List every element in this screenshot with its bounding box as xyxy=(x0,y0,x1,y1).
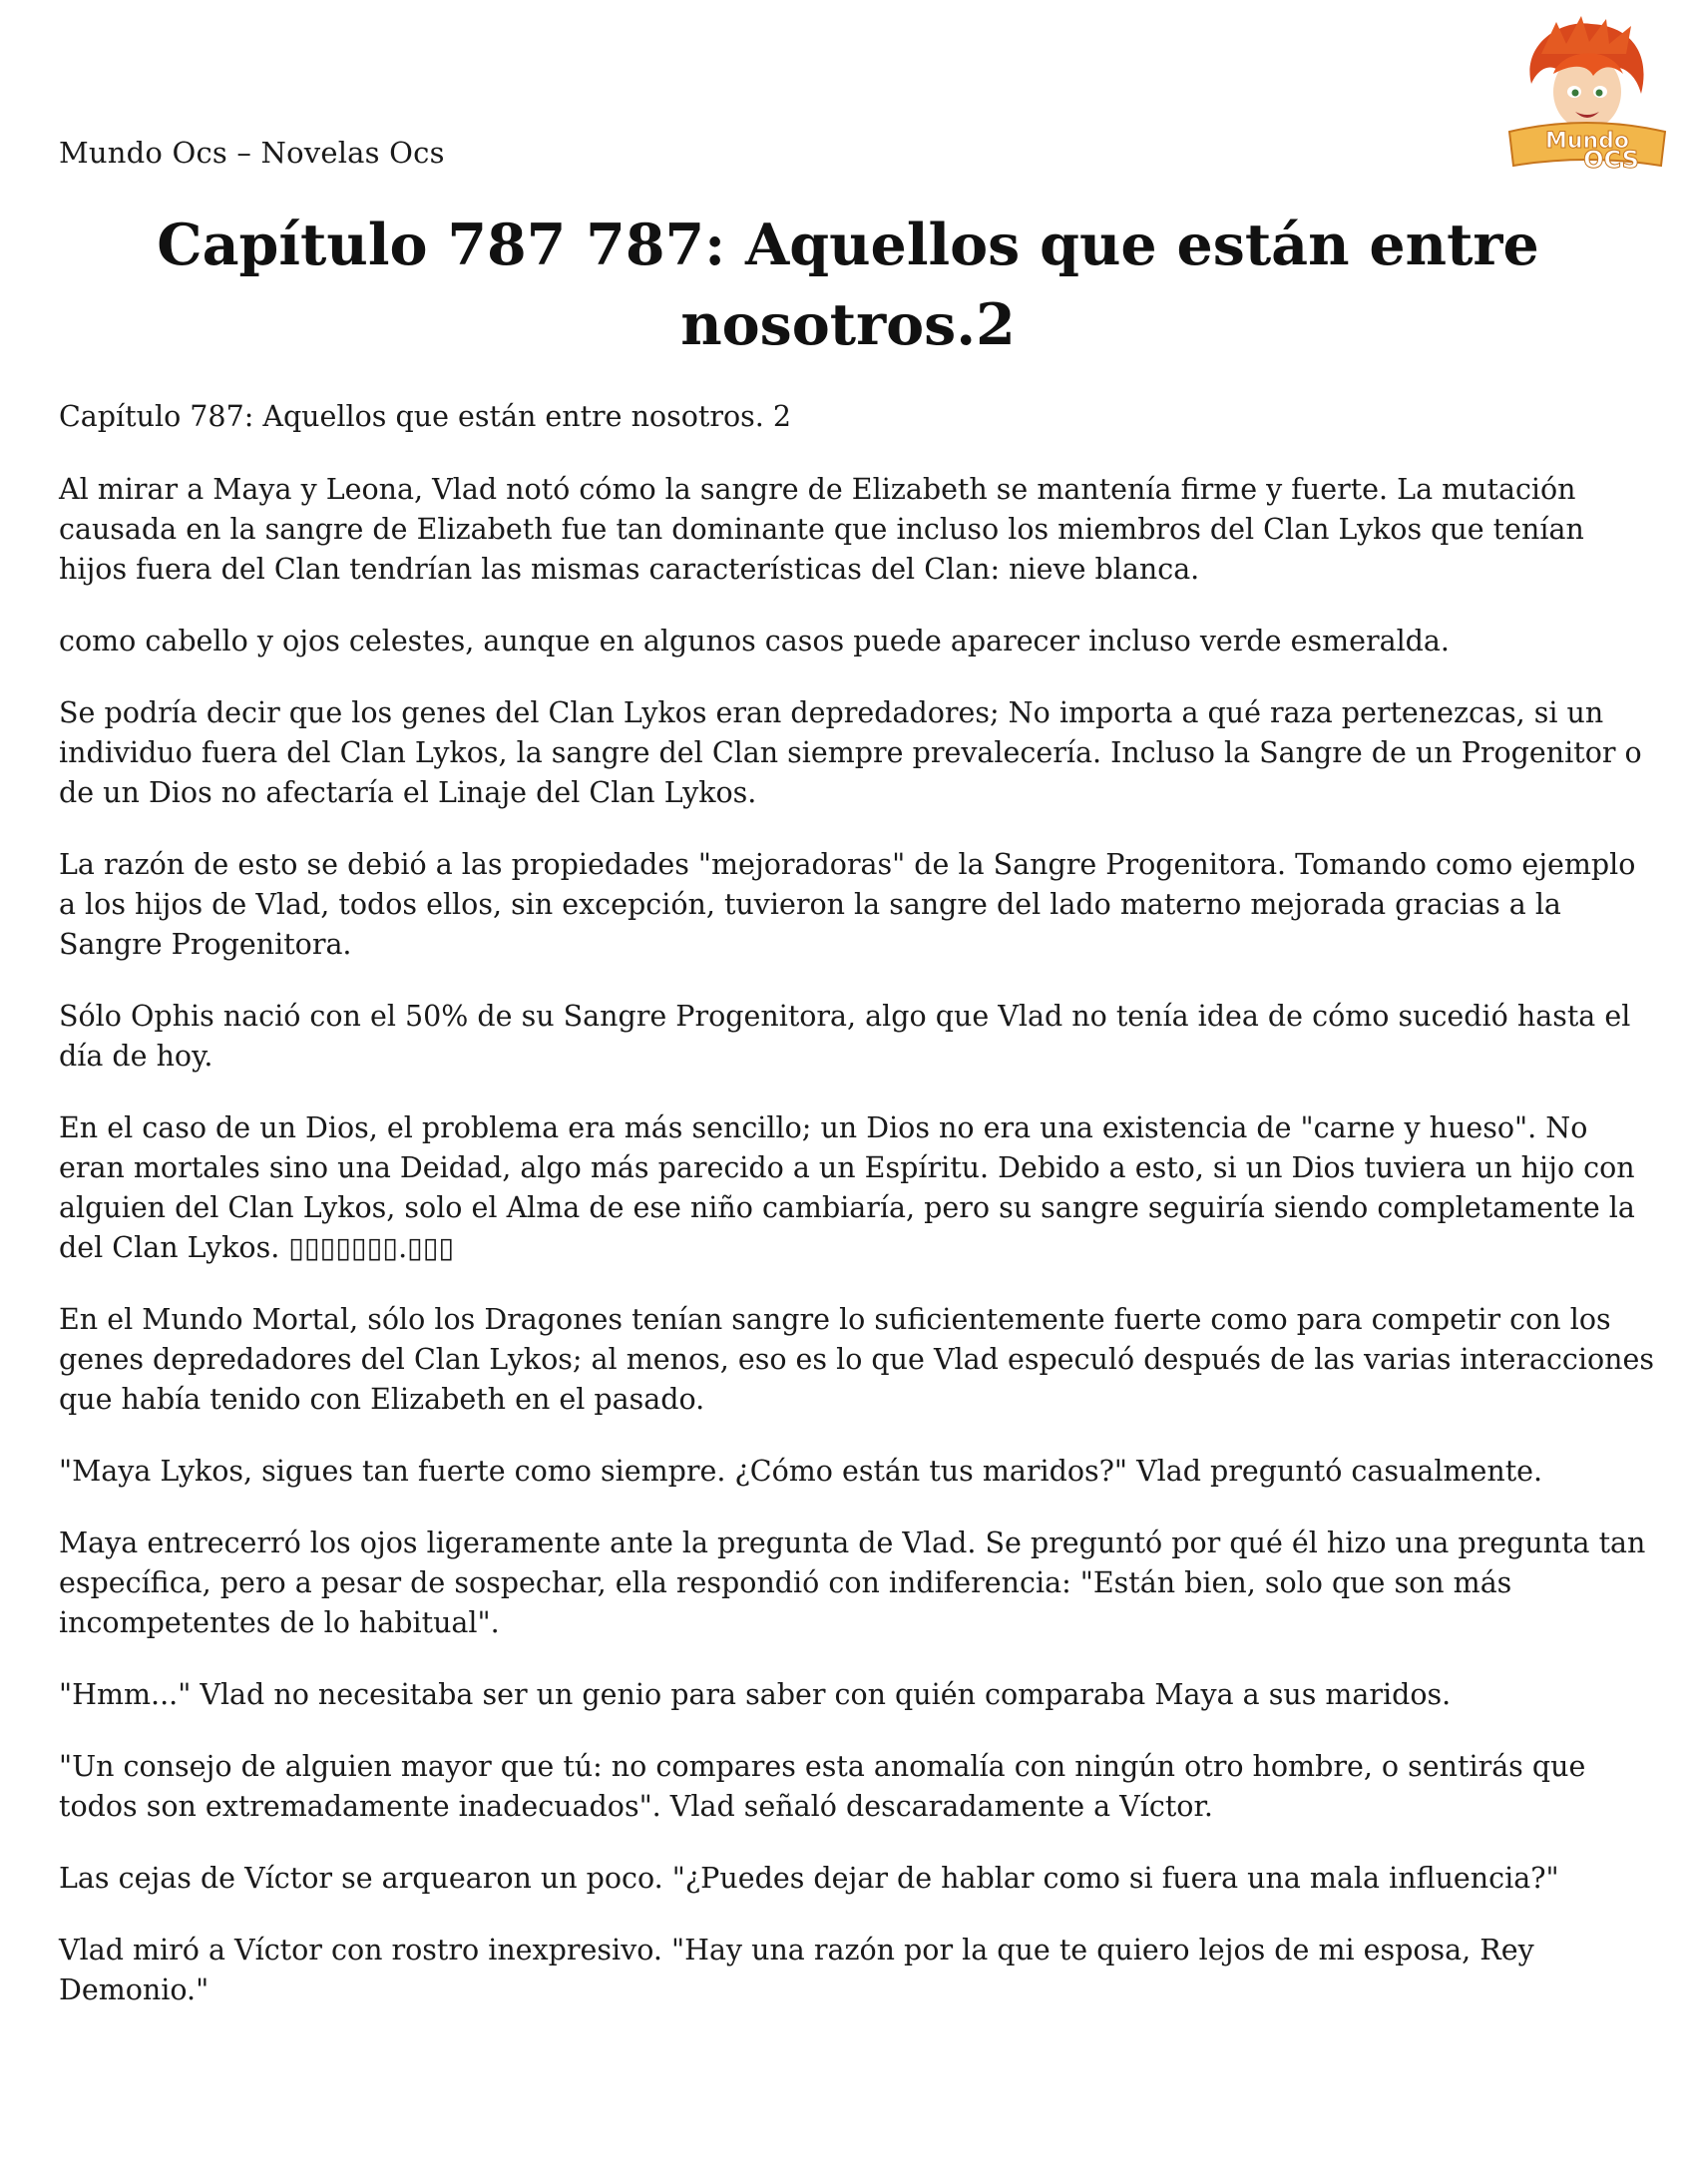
paragraph: En el caso de un Dios, el problema era más sencillo; un Dios no era una existencia de "carne y hueso". No eran mortales sino una Deidad, algo más parecido a un Espíritu. Debido a esto, si un Dios tuviera un hijo con alguien del Clan Lykos, solo el Alma de ese niño cambiaría, pero su sangre seguiría siendo completamente la del Clan Lykos. ▯▯▯▯▯▯▯.▯▯▯ xyxy=(59,1111,1635,1264)
paragraph: "Un consejo de alguien mayor que tú: no compares esta anomalía con ningún otro hombre, o sentirás que todos son extremadamente inadecuados". Vlad señaló descaradamente a Víctor. xyxy=(59,1750,1586,1823)
paragraph: Vlad miró a Víctor con rostro inexpresivo. "Hay una razón por la que te quiero lejos de mi esposa, Rey Demonio." xyxy=(59,1934,1534,2006)
chapter-title xyxy=(100,206,1596,365)
chapter-title-line-1: Capítulo 787 787: Aquellos que están entre xyxy=(157,212,1539,278)
paragraph: En el Mundo Mortal, sólo los Dragones tenían sangre lo suficientemente fuerte como para competir con los genes depredadores del Clan Lykos; al menos, eso es lo que Vlad especuló después de las varias interacciones que había tenido con Elizabeth en el pasado. xyxy=(59,1303,1655,1416)
chapter-title-line-2: nosotros.2 xyxy=(680,291,1016,358)
paragraph: "Hmm..." Vlad no necesitaba ser un genio para saber con quién comparaba Maya a sus maridos. xyxy=(59,1678,1452,1711)
paragraph: Al mirar a Maya y Leona, Vlad notó cómo la sangre de Elizabeth se mantenía firme y fuerte. La mutación causada en la sangre de Elizabeth fue tan dominante que incluso los miembros del Clan Lykos que tenían hijos fuera del Clan tendrían las mismas características del Clan: nieve blanca. xyxy=(59,473,1584,586)
site-header: Mundo Ocs – Novelas Ocs xyxy=(59,136,445,170)
paragraph: La razón de esto se debió a las propiedades "mejoradoras" de la Sangre Progenitora. Tomando como ejemplo a los hijos de Vlad, todos ellos, sin excepción, tuvieron la sangre del lado materno mejorada gracias a la Sangre Progenitora. xyxy=(59,848,1636,961)
logo-text-mundo: Mundo xyxy=(1544,129,1630,154)
logo-text-ocs: OCS xyxy=(1583,146,1639,174)
chapter-subtitle: Capítulo 787: Aquellos que están entre nosotros. 2 xyxy=(59,400,791,433)
mundo-ocs-logo xyxy=(1501,14,1671,174)
paragraph: Maya entrecerró los ojos ligeramente ante la pregunta de Vlad. Se preguntó por qué él hizo una pregunta tan específica, pero a pesar de sospechar, ella respondió con indiferencia: "Están bien, solo que son más incompetentes de lo habitual". xyxy=(59,1527,1646,1639)
logo-icon xyxy=(1501,14,1671,174)
paragraph: "Maya Lykos, sigues tan fuerte como siempre. ¿Cómo están tus maridos?" Vlad preguntó casualmente. xyxy=(59,1455,1543,1488)
paragraph: Se podría decir que los genes del Clan Lykos eran depredadores; No importa a qué raza pertenezcas, si un individuo fuera del Clan Lykos, la sangre del Clan siempre prevalecería. Incluso la Sangre de un Progenitor o de un Dios no afectaría el Linaje del Clan Lykos. xyxy=(59,696,1642,809)
paragraph: como cabello y ojos celestes, aunque en algunos casos puede aparecer incluso verde esmeralda. xyxy=(59,625,1450,657)
paragraph: Sólo Ophis nació con el 50% de su Sangre Progenitora, algo que Vlad no tenía idea de cómo sucedió hasta el día de hoy. xyxy=(59,1000,1631,1073)
chapter-body xyxy=(59,397,1655,2042)
paragraph: Las cejas de Víctor se arquearon un poco. "¿Puedes dejar de hablar como si fuera una mala influencia?" xyxy=(59,1862,1559,1895)
